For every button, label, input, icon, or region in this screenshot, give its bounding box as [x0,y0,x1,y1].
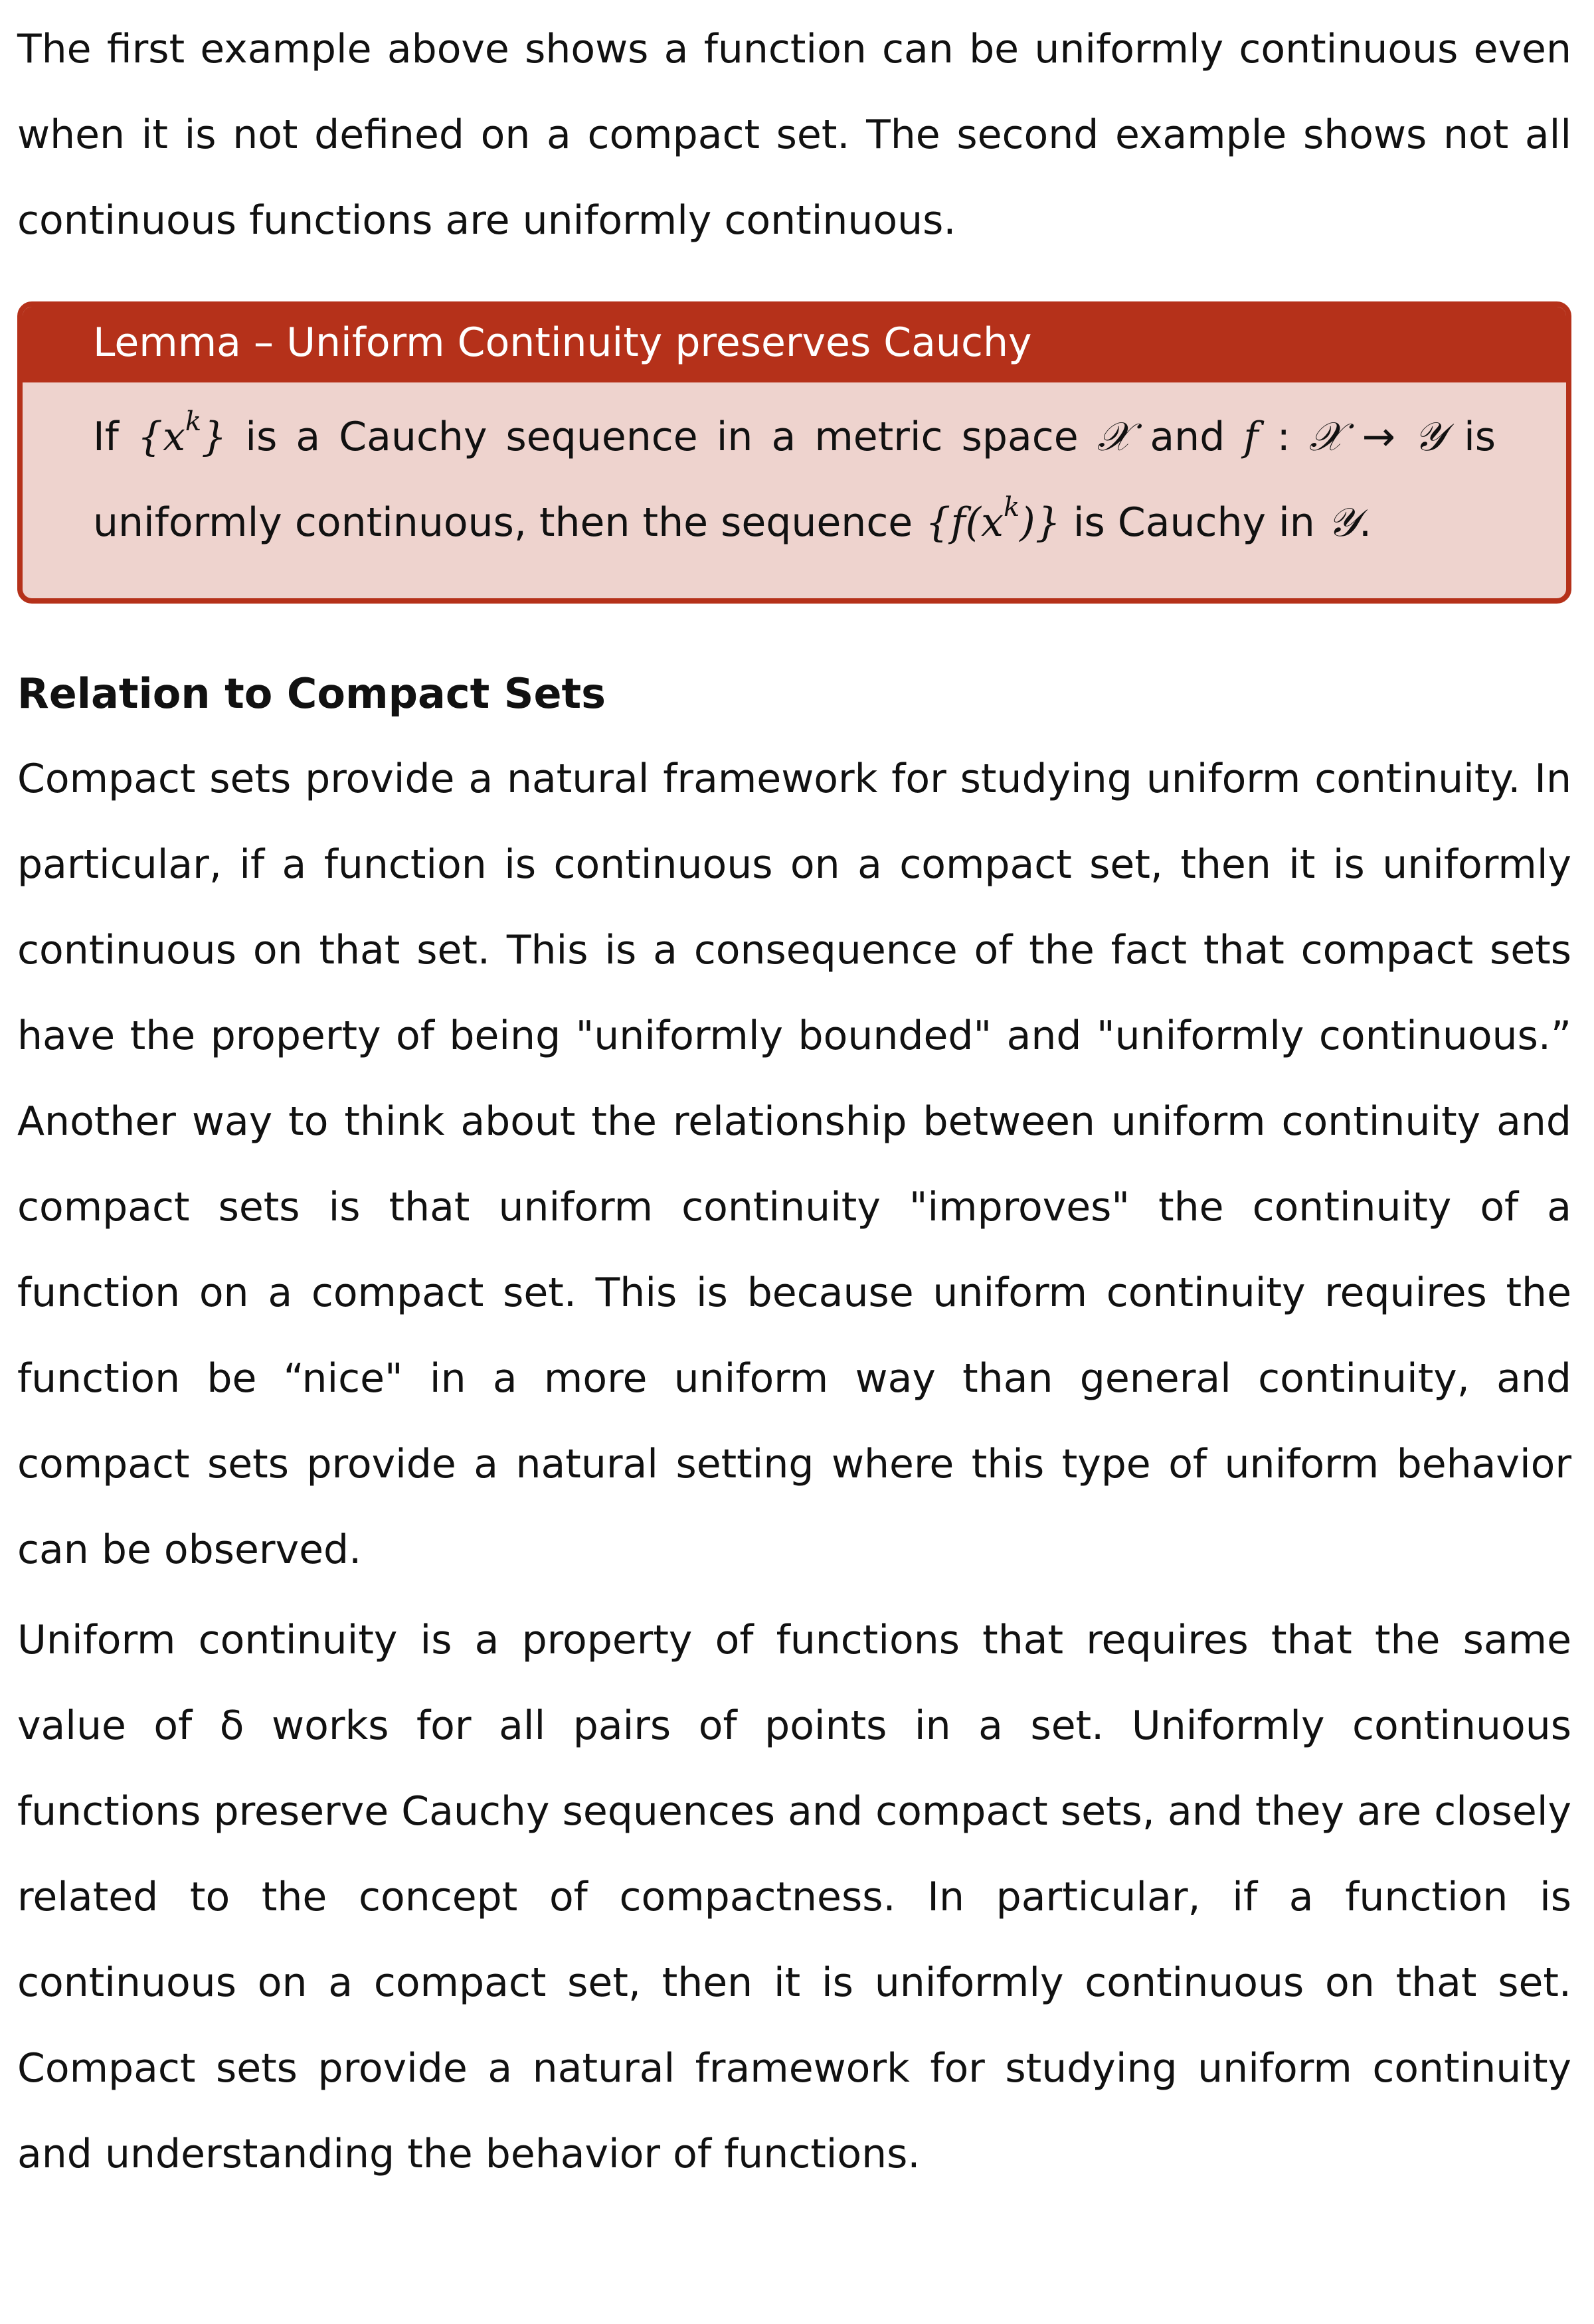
lemma-text: is Cauchy in [1060,499,1328,546]
lemma-text: is uniformly continuous, then the sequence [93,414,1496,546]
arrow-symbol: → [1343,414,1414,460]
space-y-symbol: 𝒴 [1413,414,1446,460]
section-paragraph-2: Uniform continuity is a property of functions that requires that the same value of δ works for all pairs of points in a set. Uniformly continuous functions preserve Cauchy sequences and compact sets, and they are closely related to the concept of compactness. In particular, if a function is continuous on a compact set, then it is uniformly continuous on that set. Compact sets provide a natural framework for studying uniform continuity and understanding the behavior of functions. [17,1617,1571,2177]
lemma-text: . [1358,499,1372,546]
colon-symbol: : [1258,414,1309,460]
lemma-title: Lemma – Uniform Continuity preserves Cauchy [23,307,1566,382]
section-paragraph-1: Compact sets provide a natural framework for studying uniform continuity. In particular, if a function is continuous on a compact set, then it is uniformly continuous on that set. This is a consequence of the fact that compact sets have the property of being "uniformly bounded" and "uniformly continuous.” Another way to think about the relationship between uniform continuity and compact sets is that uniform continuity "improves" the continuity of a function on a compact set. This is because uniform continuity requires the function be “nice" in a more uniform way than general continuity, and compact sets provide a natural setting where this type of uniform behavior can be observed. [17,756,1571,1573]
space-x-symbol: 𝒳 [1097,414,1132,460]
lemma-box [17,301,1571,604]
image-sequence-notation: $\{f(x^k)\}$ [925,492,1061,546]
lemma-body [23,382,1566,566]
intro-paragraph: The first example above shows a function can be uniformly continuous even when it is not defined on a compact set. The second example shows not all continuous functions are uniformly continuous. [17,26,1571,244]
section-heading: Relation to Compact Sets [17,669,606,718]
lemma-text: and [1131,414,1244,460]
sequence-notation: $\{x^k\}$ [137,406,227,460]
lemma-text: If [93,414,137,460]
function-f-symbol: f [1243,414,1259,460]
space-y-symbol: 𝒴 [1327,499,1359,546]
space-x-symbol: 𝒳 [1308,414,1344,460]
lemma-text: is a Cauchy sequence in a metric space [226,414,1097,460]
